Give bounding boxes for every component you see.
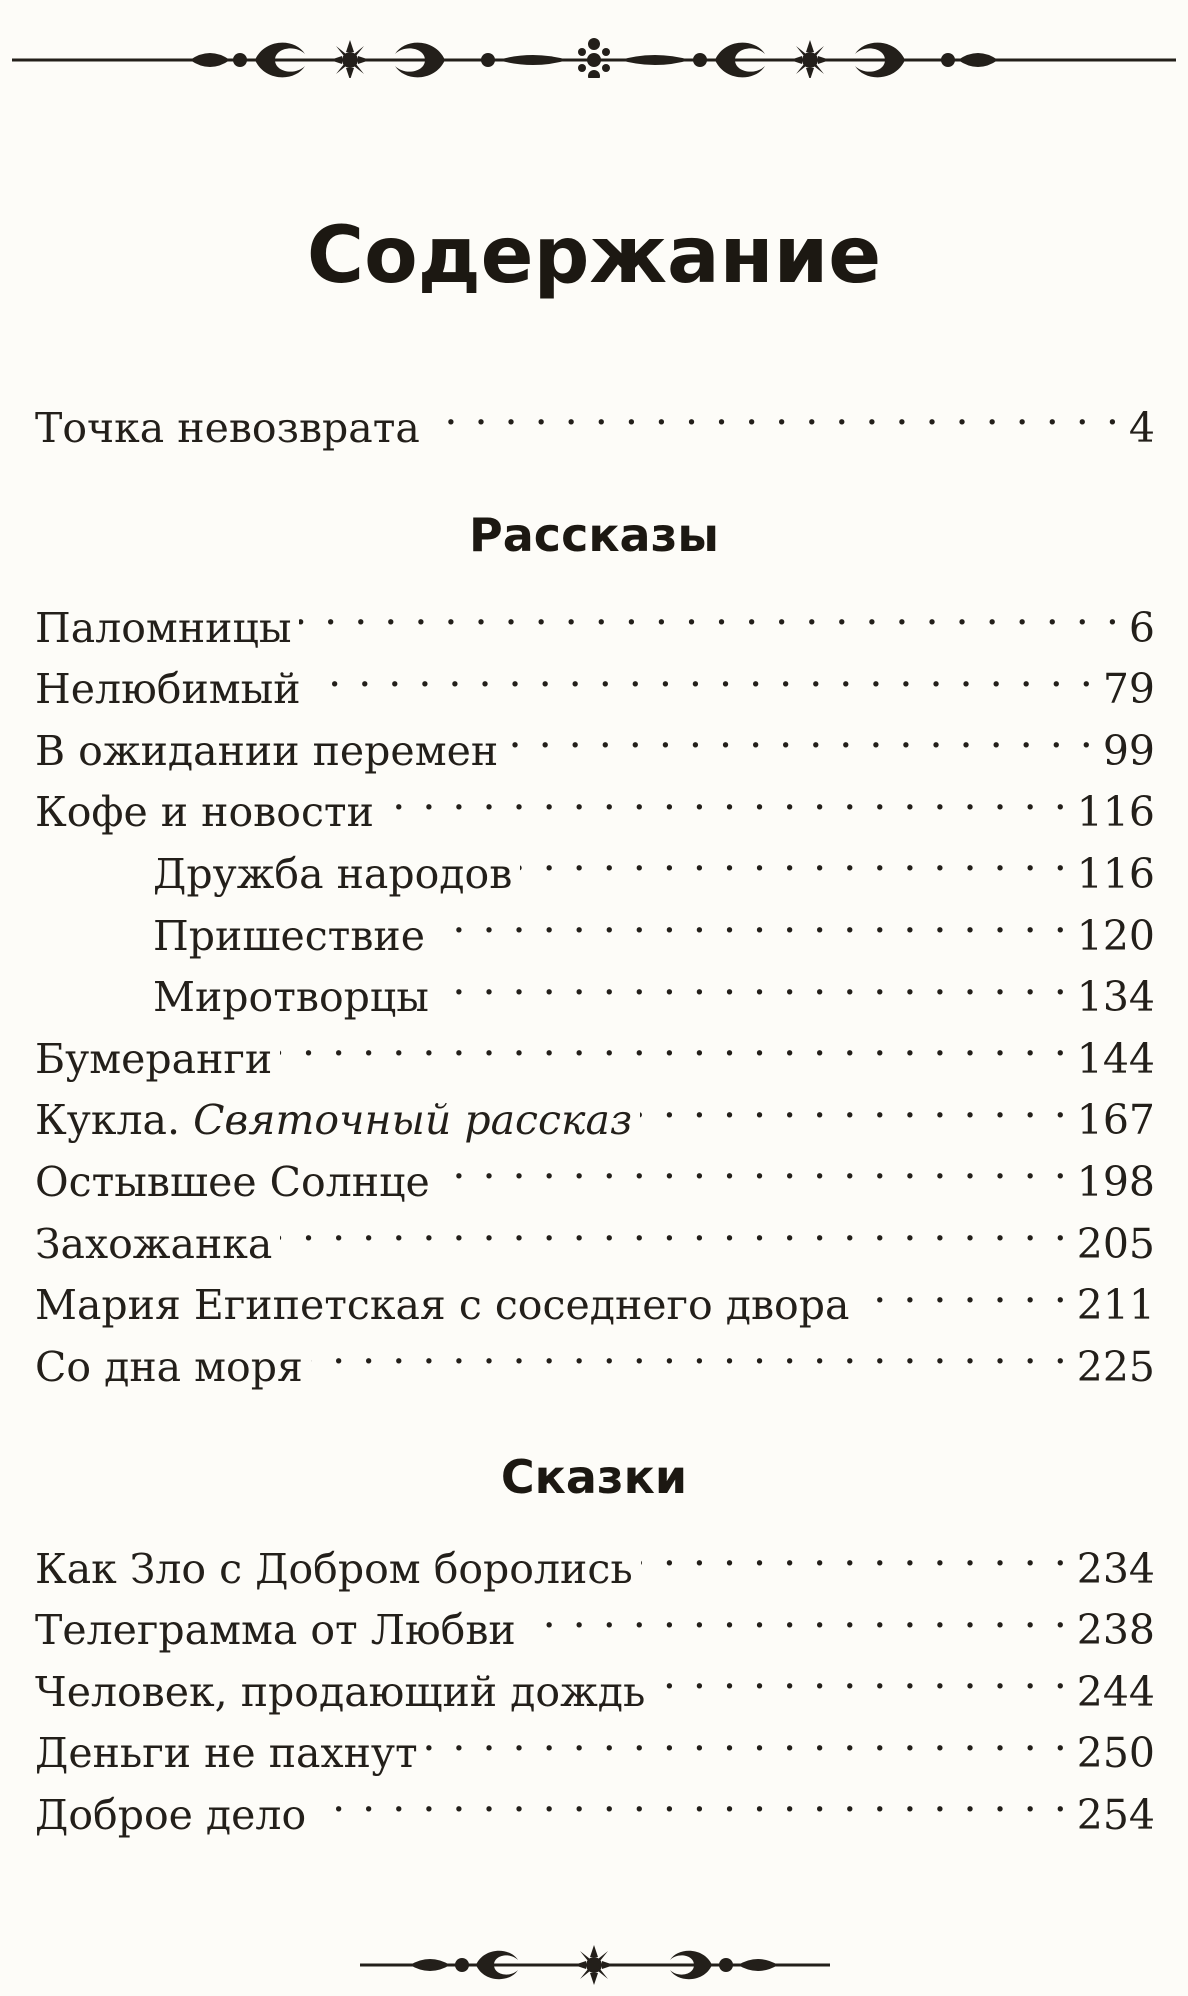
bottom-ornament-icon [0, 1935, 1188, 1995]
leader-dots [653, 1644, 1068, 1706]
leader-dots [641, 1521, 1069, 1583]
toc-entry-page: 120 [1076, 911, 1155, 960]
toc-entry-title: Миротворцы [153, 973, 429, 1022]
toc-entry-page: 167 [1076, 1096, 1155, 1145]
toc-entry[interactable] [35, 380, 1155, 452]
toc-entry-page: 250 [1076, 1729, 1155, 1778]
leader-dots [280, 1196, 1068, 1258]
toc-entry-page: 244 [1076, 1667, 1155, 1716]
toc-entry-title: Кофе и новости [35, 788, 374, 837]
toc-entry-page: 134 [1076, 973, 1155, 1022]
toc-entry-page: 6 [1128, 603, 1155, 652]
leader-dots [280, 1011, 1069, 1073]
toc-entry-page: 116 [1076, 788, 1155, 837]
toc-entry-page: 79 [1102, 665, 1155, 714]
leader-dots [857, 1258, 1068, 1320]
leader-dots [433, 888, 1069, 950]
leader-dots [437, 950, 1069, 1012]
toc-entry-title: Доброе дело [35, 1790, 307, 1839]
toc-entry-title: В ожидании перемен [35, 726, 499, 775]
section-heading-fairytales: Сказки [500, 1450, 688, 1504]
section-heading-stories: Рассказы [469, 508, 719, 562]
toc-entry-page: 116 [1076, 849, 1155, 898]
toc-entry-title: Со дна моря [35, 1342, 303, 1391]
toc-entry-title: Бумеранги [35, 1034, 273, 1083]
toc-entry-page: 99 [1102, 726, 1155, 775]
top-ornament-icon [0, 18, 1188, 78]
toc-entry-title: Нелюбимый [35, 665, 301, 714]
toc-entry-title: Человек, продающий дождь [35, 1667, 646, 1716]
leader-dots [311, 1319, 1069, 1381]
leader-dots [438, 1134, 1069, 1196]
toc-entry-page: 225 [1076, 1342, 1155, 1391]
toc-entry-page: 205 [1076, 1219, 1155, 1268]
leader-dots [506, 703, 1095, 765]
toc-fairytales-list [35, 1521, 1155, 1839]
toc-entry-title: Паломницы [35, 603, 292, 652]
leader-dots [640, 1073, 1068, 1135]
leader-dots [428, 380, 1121, 442]
page-title: Содержание [306, 211, 882, 301]
leader-dots [309, 642, 1095, 704]
toc-stories-list [35, 580, 1155, 1391]
toc-entry-page: 234 [1076, 1544, 1155, 1593]
toc-entry-title: Телеграмма от Любви [35, 1606, 516, 1655]
toc-intro [35, 380, 1155, 452]
toc-entry-title: Остывшее Солнце [35, 1157, 430, 1206]
toc-entry-subtitle: Святочный рассказ [193, 1096, 633, 1145]
toc-entry-title: Точка невозврата [35, 403, 420, 452]
toc-entry-page: 211 [1076, 1281, 1155, 1330]
toc-entry-page: 254 [1076, 1790, 1155, 1839]
leader-dots [382, 765, 1069, 827]
toc-entry-title: Захожанка [35, 1219, 273, 1268]
toc-entry-page: 198 [1076, 1157, 1155, 1206]
toc-entry[interactable] [35, 580, 1155, 652]
toc-entry-title: Деньги не пахнут [35, 1729, 418, 1778]
leader-dots [299, 580, 1120, 642]
leader-dots [524, 1583, 1069, 1645]
toc-entry[interactable] [35, 1521, 1155, 1593]
leader-dots [520, 826, 1068, 888]
leader-dots [314, 1767, 1069, 1829]
toc-entry-title-main: Кукла. [35, 1096, 181, 1145]
toc-entry-title: Как Зло с Добром боролись [35, 1544, 633, 1593]
toc-entry-page: 4 [1128, 403, 1155, 452]
toc-entry-title: Дружба народов [153, 849, 513, 898]
toc-entry-title: Пришествие [153, 911, 426, 960]
toc-entry-title: Мария Египетская с соседнего двора [35, 1281, 850, 1330]
toc-entry-page: 238 [1076, 1606, 1155, 1655]
leader-dots [426, 1706, 1069, 1768]
toc-entry-page: 144 [1076, 1034, 1155, 1083]
